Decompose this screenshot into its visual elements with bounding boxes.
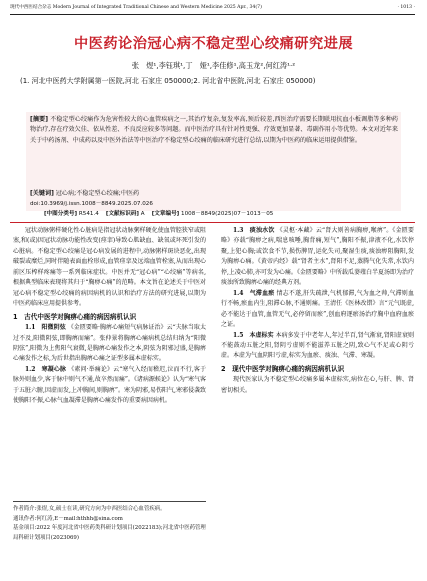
keywords-text: 冠心病;不稳定型心绞痛;中医药 (55, 190, 140, 197)
footnote (13, 501, 206, 543)
article-number: 1008－8849(2025)07－1013－05 (181, 211, 274, 217)
author-list: 张 煜¹,李钰琪¹,丁 娅¹,李佳修¹,高玉龙²,何红涛¹·² (131, 61, 296, 70)
section-heading-1: 1 古代中医学对胸痹心痛的病因病机认识 (13, 312, 137, 321)
doc-code: A (140, 211, 145, 217)
section-1-1-title: 1.1 阳微阴弦 (25, 324, 66, 332)
section-1-3-text: 《灵枢·本藏》云“肾大则善病胸痹,喉痹”。《金匮要略》亦载“胸痹之病,喘息咳唾,胸背痛,短气”,胸阳不振,津液不化,水饮停聚,上犯心胸;或饮食不节,损伤脾胃,运化失司,聚湿生痰,痰浊痹阻胸阳,发为胸痹心痛。《黄帝内经》载“肾者主水”,肾阳不足,蒸腾气化失常,水饮内停,上凌心肺,亦可发为心痛。《金匮要略》中所载瓜蒌薤白半夏汤即为治疗痰浊所致胸痹心痛的经典方剂。 (221, 227, 414, 287)
section-1-4-text: 情志不遂,肝失疏泄,气机郁滞,气为血之帅,气滞则血行不畅,瘀血内生,阻滞心脉,不通则痛。王清任《医林改错》言“元气既虚,必不能达于血管,血管无气,必停留而瘀”,创血府逐瘀汤治疗胸中血府血瘀之证。 (221, 289, 414, 329)
abstract-label: [摘要] (30, 116, 49, 123)
classification-line (44, 209, 404, 219)
journal-name: 现代中西医结合杂志 Modern Journal of Integrated Traditional Chinese and Western Medicine 2025 Apr., 34(7) (10, 5, 262, 10)
intro-paragraph: 冠状动脉粥样硬化性心脏病是指冠状动脉粥样硬化使血管腔狭窄或阻塞,和(或)因冠状动脉功能性改变(痉挛)导致心肌缺血、缺氧或坏死引发的心脏病。不稳定型心绞痛是冠心病发展的进程中,动脉粥样斑块恶化,出现破裂或糜烂,同时伴随表面血栓形成,血管痉挛及远端血管栓塞,从而出现心前区压榨样疼痛等一系列临床症状。中医并无“冠心病”“心绞痛”等病名,根据典型临床表现将其归于“胸痹心痛”的范畴。本文旨在论述关于中医对冠心病不稳定型心绞痛的病因病机的认识和治疗方法的研究进展,以期为中医药临床应用提供参考。 (13, 227, 206, 308)
clc-code: R541.4 (78, 211, 99, 217)
section-1-4 (221, 289, 414, 331)
footnote-corresponding: 通讯作者:何红涛,E－mail:hthhh@sina.com (13, 515, 123, 522)
doi: doi:10.3969/j.issn.1008－8849.2025.07.026 (30, 201, 153, 207)
affiliation: (1. 河北中医药大学附属第一医院,河北 石家庄 050000;2. 河北省中医院,河北 石家庄 050000) (20, 77, 316, 85)
section-2-intro: 现代医家认为不稳定型心绞痛多属本虚标实,病位在心,与肝、脾、肾密切相关。 (221, 376, 414, 394)
section-1-1-text: 《金匮要略·胸痹心痛短气病脉证治》云“夫脉当取太过不及,阳微阴弦,即胸痹而痛”。张仲景将胸痹心痛病机总结归纳为“阳微阴弦”,阳微为上焦阳气衰微,是胸痹心痛发作之本,阴弦为阴邪过盛,是胸痹心痛发作之标,为后世指出胸痹心痛之证型多属本虚标实。 (13, 324, 206, 363)
section-1-2 (13, 365, 206, 407)
footnote-author-info: 作者简介:张煜,女,硕士在读,研究方向为中西医结合心血管疾病。 (13, 506, 166, 512)
section-1-3-title: 1.3 痰浊水饮 (233, 227, 275, 234)
section-1-5-title: 1.5 本虚标实 (233, 331, 274, 339)
right-column (221, 226, 414, 396)
article-title: 中医药论治冠心病不稳定型心绞痛研究进展 (73, 36, 354, 52)
left-column (13, 226, 206, 407)
section-1-3 (221, 226, 414, 289)
abstract-text: 不稳定型心绞痛作为危害性较大的心血管疾病之一,其治疗复杂,复发率高,预后较差,西医治疗需要长期联用抗血小板调脂等多种药物治疗,存在疗效欠佳、依从性差、不良反应较多等问题。而中医治疗具有针对性更强、疗效更加显著、毒副作用小等优势。本文对近年来关于中药汤剂、中成药以及中医外治法等中医治疗不稳定型心绞痛的临床研究进行总结,以期为中医药的临床运用提供借鉴。 (30, 116, 399, 144)
doc-code-label: [文献标识码] (105, 211, 139, 217)
footnote-funding: 基金项目:2022 年度河北省中医药类科研计划项目(2022183);河北省中医药管理局科研计划项目(2023069) (13, 525, 206, 541)
page-number: · 1013 · (397, 5, 415, 10)
section-1-1 (13, 323, 206, 365)
abstract (30, 115, 398, 146)
section-1-2-text: 《素问·举痛论》云“寒气入经而稽迟,泣而不行,客于脉外则血少,客于脉中则气不通,故卒然而痛”。《诸病源候论》认为“寒气客于五脏六腑,因虚而发,上冲胸间,则胸痹”。寒为阴邪,易伤阳气,寒邪侵袭致使胸阳不振,心脉气血凝滞是胸痹心痛发作的重要病因病机。 (13, 365, 206, 405)
section-heading-2: 2 现代中医学对胸痹心痛的病因病机认识 (221, 364, 345, 373)
section-divider (10, 222, 415, 223)
keywords-label: [关键词] (30, 190, 54, 197)
header-rule (10, 14, 415, 15)
section-1-5-text: 本病多发于中老年人,年过半百,肾气渐衰,肾阳虚衰则不能鼓动五脏之阳,肾阴亏虚则不能滋养五脏之阴,致心气不足或心阴亏虚。本虚为气血阴阳亏虚,标实为血瘀、痰浊、气滞、寒凝。 (221, 331, 414, 360)
section-1-4-title: 1.4 气滞血瘀 (233, 289, 275, 297)
clc-label: [中图分类号] (44, 211, 78, 217)
article-number-label: [文章编号] (151, 211, 180, 217)
running-header (10, 3, 415, 13)
keywords (30, 189, 398, 199)
section-1-5 (221, 331, 414, 362)
section-1-2-title: 1.2 寒凝心脉 (25, 365, 67, 373)
